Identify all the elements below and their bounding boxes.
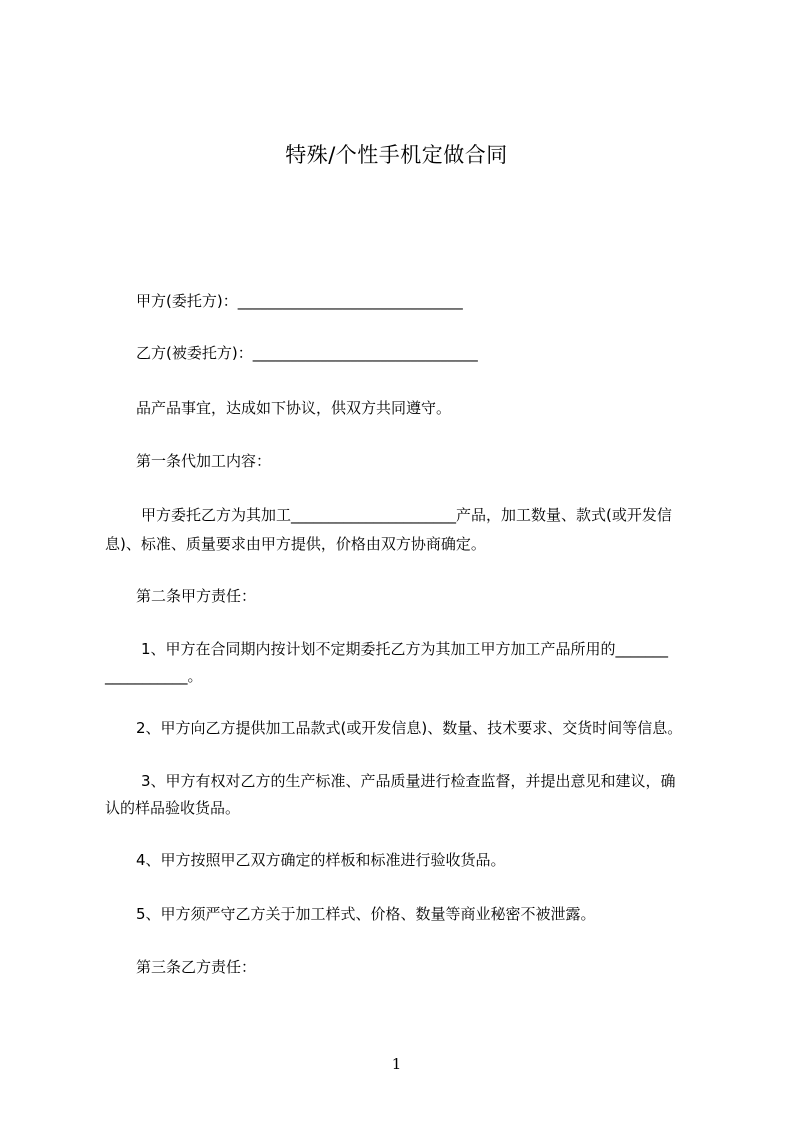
article-2-heading: 第二条甲方责任： (136, 587, 257, 605)
article-3-heading: 第三条乙方责任： (136, 958, 257, 976)
document-title: 特殊/个性手机定做合同 (285, 143, 508, 167)
article-1-heading: 第一条代加工内容： (136, 452, 272, 470)
intro-paragraph: 品产品事宜，达成如下协议，供双方共同遵守。 (136, 399, 452, 417)
article-2-item-4: 4、甲方按照甲乙双方确定的样板和标准进行验收货品。 (136, 851, 506, 869)
article-1-text-line-2: 息)、标准、质量要求由甲方提供，价格由双方协商确定。 (105, 535, 486, 553)
article-2-item-2: 2、甲方向乙方提供加工品款式(或开发信息)、数量、技术要求、交货时间等信息。 (136, 719, 683, 737)
article-2-item-1-line-1: 1、甲方在合同期内按计划不定期委托乙方为其加工甲方加工产品所用的_______ (141, 640, 669, 658)
article-1-text-line-1: 甲方委托乙方为其加工______________________产品，加工数量、款式(或开发信 (141, 506, 672, 524)
party-a-line: 甲方(委托方)：______________________________ (136, 292, 463, 310)
page-number: 1 (391, 1055, 402, 1073)
article-2-item-5: 5、甲方须严守乙方关于加工样式、价格、数量等商业秘密不被泄露。 (136, 905, 596, 923)
article-2-item-1-line-2: ___________。 (105, 667, 203, 685)
article-2-item-3-line-2: 认的样品验收货品。 (105, 799, 241, 817)
article-2-item-3-line-1: 3、甲方有权对乙方的生产标准、产品质量进行检查监督，并提出意见和建议，确 (141, 772, 676, 790)
party-b-line: 乙方(被委托方)：______________________________ (136, 344, 478, 362)
